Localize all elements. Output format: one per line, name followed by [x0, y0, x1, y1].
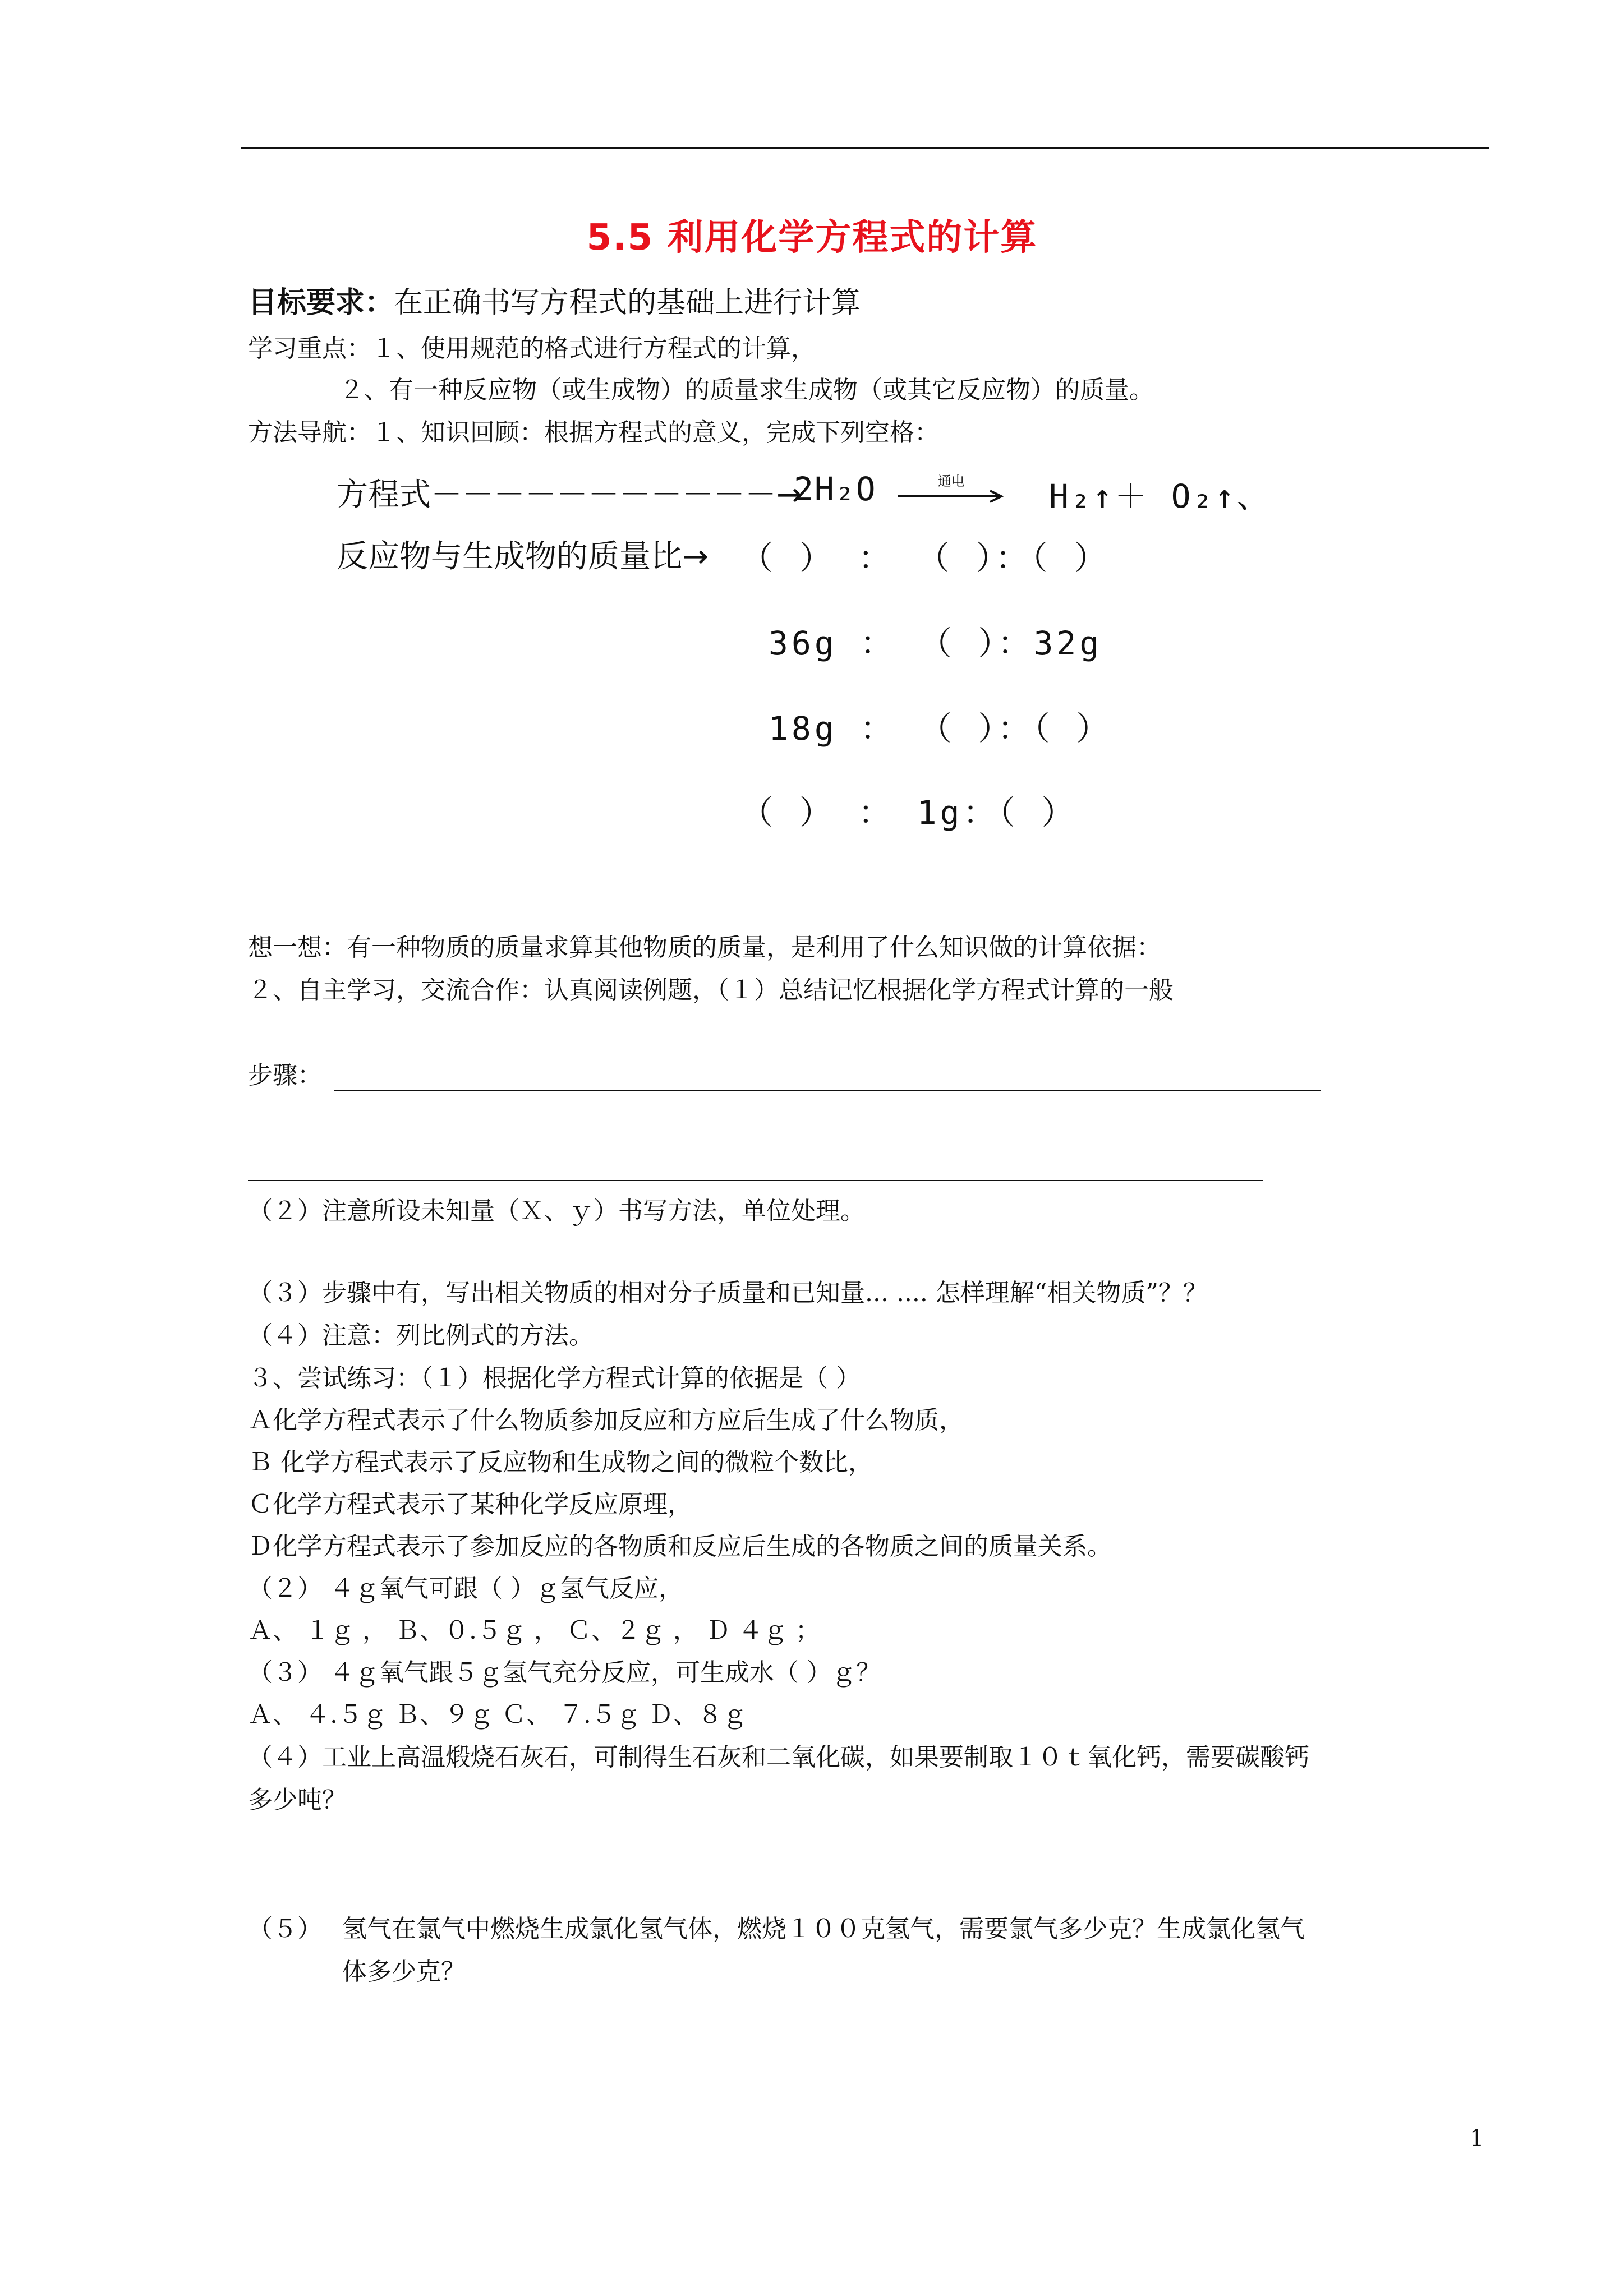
focus-item-1: １、使用规范的格式进行方程式的计算， [371, 334, 816, 363]
steps-answer-line-1[interactable] [334, 1090, 1321, 1091]
figure-row-5-values: （ ） ： 1g：（ ） [740, 794, 1078, 832]
practice-q2-options: Ａ、 １ｇ ， Ｂ、０.５ｇ ， Ｃ、２ｇ ， Ｄ ４ｇ ； [248, 1616, 820, 1645]
practice-q4-line-2: 多少吨？ [248, 1786, 347, 1814]
figure-row-1-products: H₂↑＋ O₂↑、 [1049, 477, 1272, 515]
figure-row-2-label: 反应物与生成物的质量比→ [337, 538, 709, 575]
focus-line-1 [248, 332, 816, 366]
figure-row-3-values: 36g ： （ ）：32g [769, 624, 1103, 662]
focus-label: 学习重点： [248, 334, 371, 363]
method-line [248, 416, 939, 450]
practice-q3: （３） ４ｇ氧气跟５ｇ氢气充分反应，可生成水（ ）ｇ？ [248, 1658, 881, 1687]
think-question: 想一想：有一种物质的质量求算其他物质的质量，是利用了什么知识做的计算依据： [248, 933, 1161, 962]
note-2: （２）注意所设未知量（Ｘ、ｙ）书写方法，单位处理。 [248, 1197, 865, 1225]
practice-q5-line-1: 氢气在氯气中燃烧生成氯化氢气体，燃烧１００克氢气，需要氯气多少克？生成氯化氢气 [342, 1915, 1305, 1943]
figure-row-1-reactant: 2H₂O [794, 470, 877, 508]
note-4: （４）注意：列比例式的方法。 [248, 1321, 594, 1350]
figure-row-1-condition: 通电 [938, 473, 965, 489]
practice-q4-line-1: （４）工业上高温煅烧石灰石，可制得生石灰和二氧化碳，如果要制取１０ｔ氧化钙，需要碳酸钙 [248, 1743, 1309, 1772]
goal-label: 目标要求： [248, 285, 394, 320]
self-study-line: ２、自主学习，交流合作：认真阅读例题，（１）总结记忆根据化学方程式计算的一般 [248, 976, 1174, 1004]
option-b: Ｂ 化学方程式表示了反应物和生成物之间的微粒个数比， [248, 1448, 873, 1477]
practice-q2: （２） ４ｇ氧气可跟（ ）ｇ氢气反应， [248, 1574, 683, 1603]
goal-line [248, 286, 861, 320]
practice-q5-number: （５） [248, 1915, 322, 1943]
method-label: 方法导航： [248, 418, 371, 447]
option-d: Ｄ化学方程式表示了参加反应的各物质和反应后生成的各物质之间的质量关系。 [248, 1532, 1112, 1561]
figure-row-2-values: （ ） ： （ ）：（ ） [740, 539, 1110, 577]
practice-q3-options: Ａ、 ４.５ｇ Ｂ、９ｇ Ｃ、 ７.５ｇ Ｄ、８ｇ [248, 1700, 747, 1729]
steps-label: 步骤： [248, 1061, 322, 1090]
steps-answer-line-2[interactable] [248, 1180, 1263, 1181]
page-number: 1 [1470, 2126, 1484, 2151]
option-c: Ｃ化学方程式表示了某种化学反应原理， [248, 1490, 692, 1519]
note-3: （３）步骤中有，写出相关物质的相对分子质量和已知量... .... 怎样理解“相关物质”？？ [248, 1279, 1208, 1307]
page-title: 5.5 利用化学方程式的计算 [586, 217, 1038, 259]
header-rule [241, 147, 1489, 149]
method-item-1: １、知识回顾：根据方程式的意义，完成下列空格： [371, 418, 939, 447]
practice-q5-line-2: 体多少克？ [342, 1957, 466, 1986]
focus-item-2: ２、有一种反应物（或生成物）的质量求生成物（或其它反应物）的质量。 [339, 376, 1154, 404]
option-a: Ａ化学方程式表示了什么物质参加反应和方应后生成了什么物质， [248, 1406, 964, 1435]
practice-q1: ３、尝试练习：（１）根据化学方程式计算的依据是（ ） [248, 1364, 861, 1393]
goal-text: 在正确书写方程式的基础上进行计算 [394, 286, 861, 320]
figure-row-4-values: 18g ： （ ）：（ ） [769, 709, 1112, 748]
figure-row-1-label: 方程式－－－－－－－－－－－→ [337, 477, 803, 513]
